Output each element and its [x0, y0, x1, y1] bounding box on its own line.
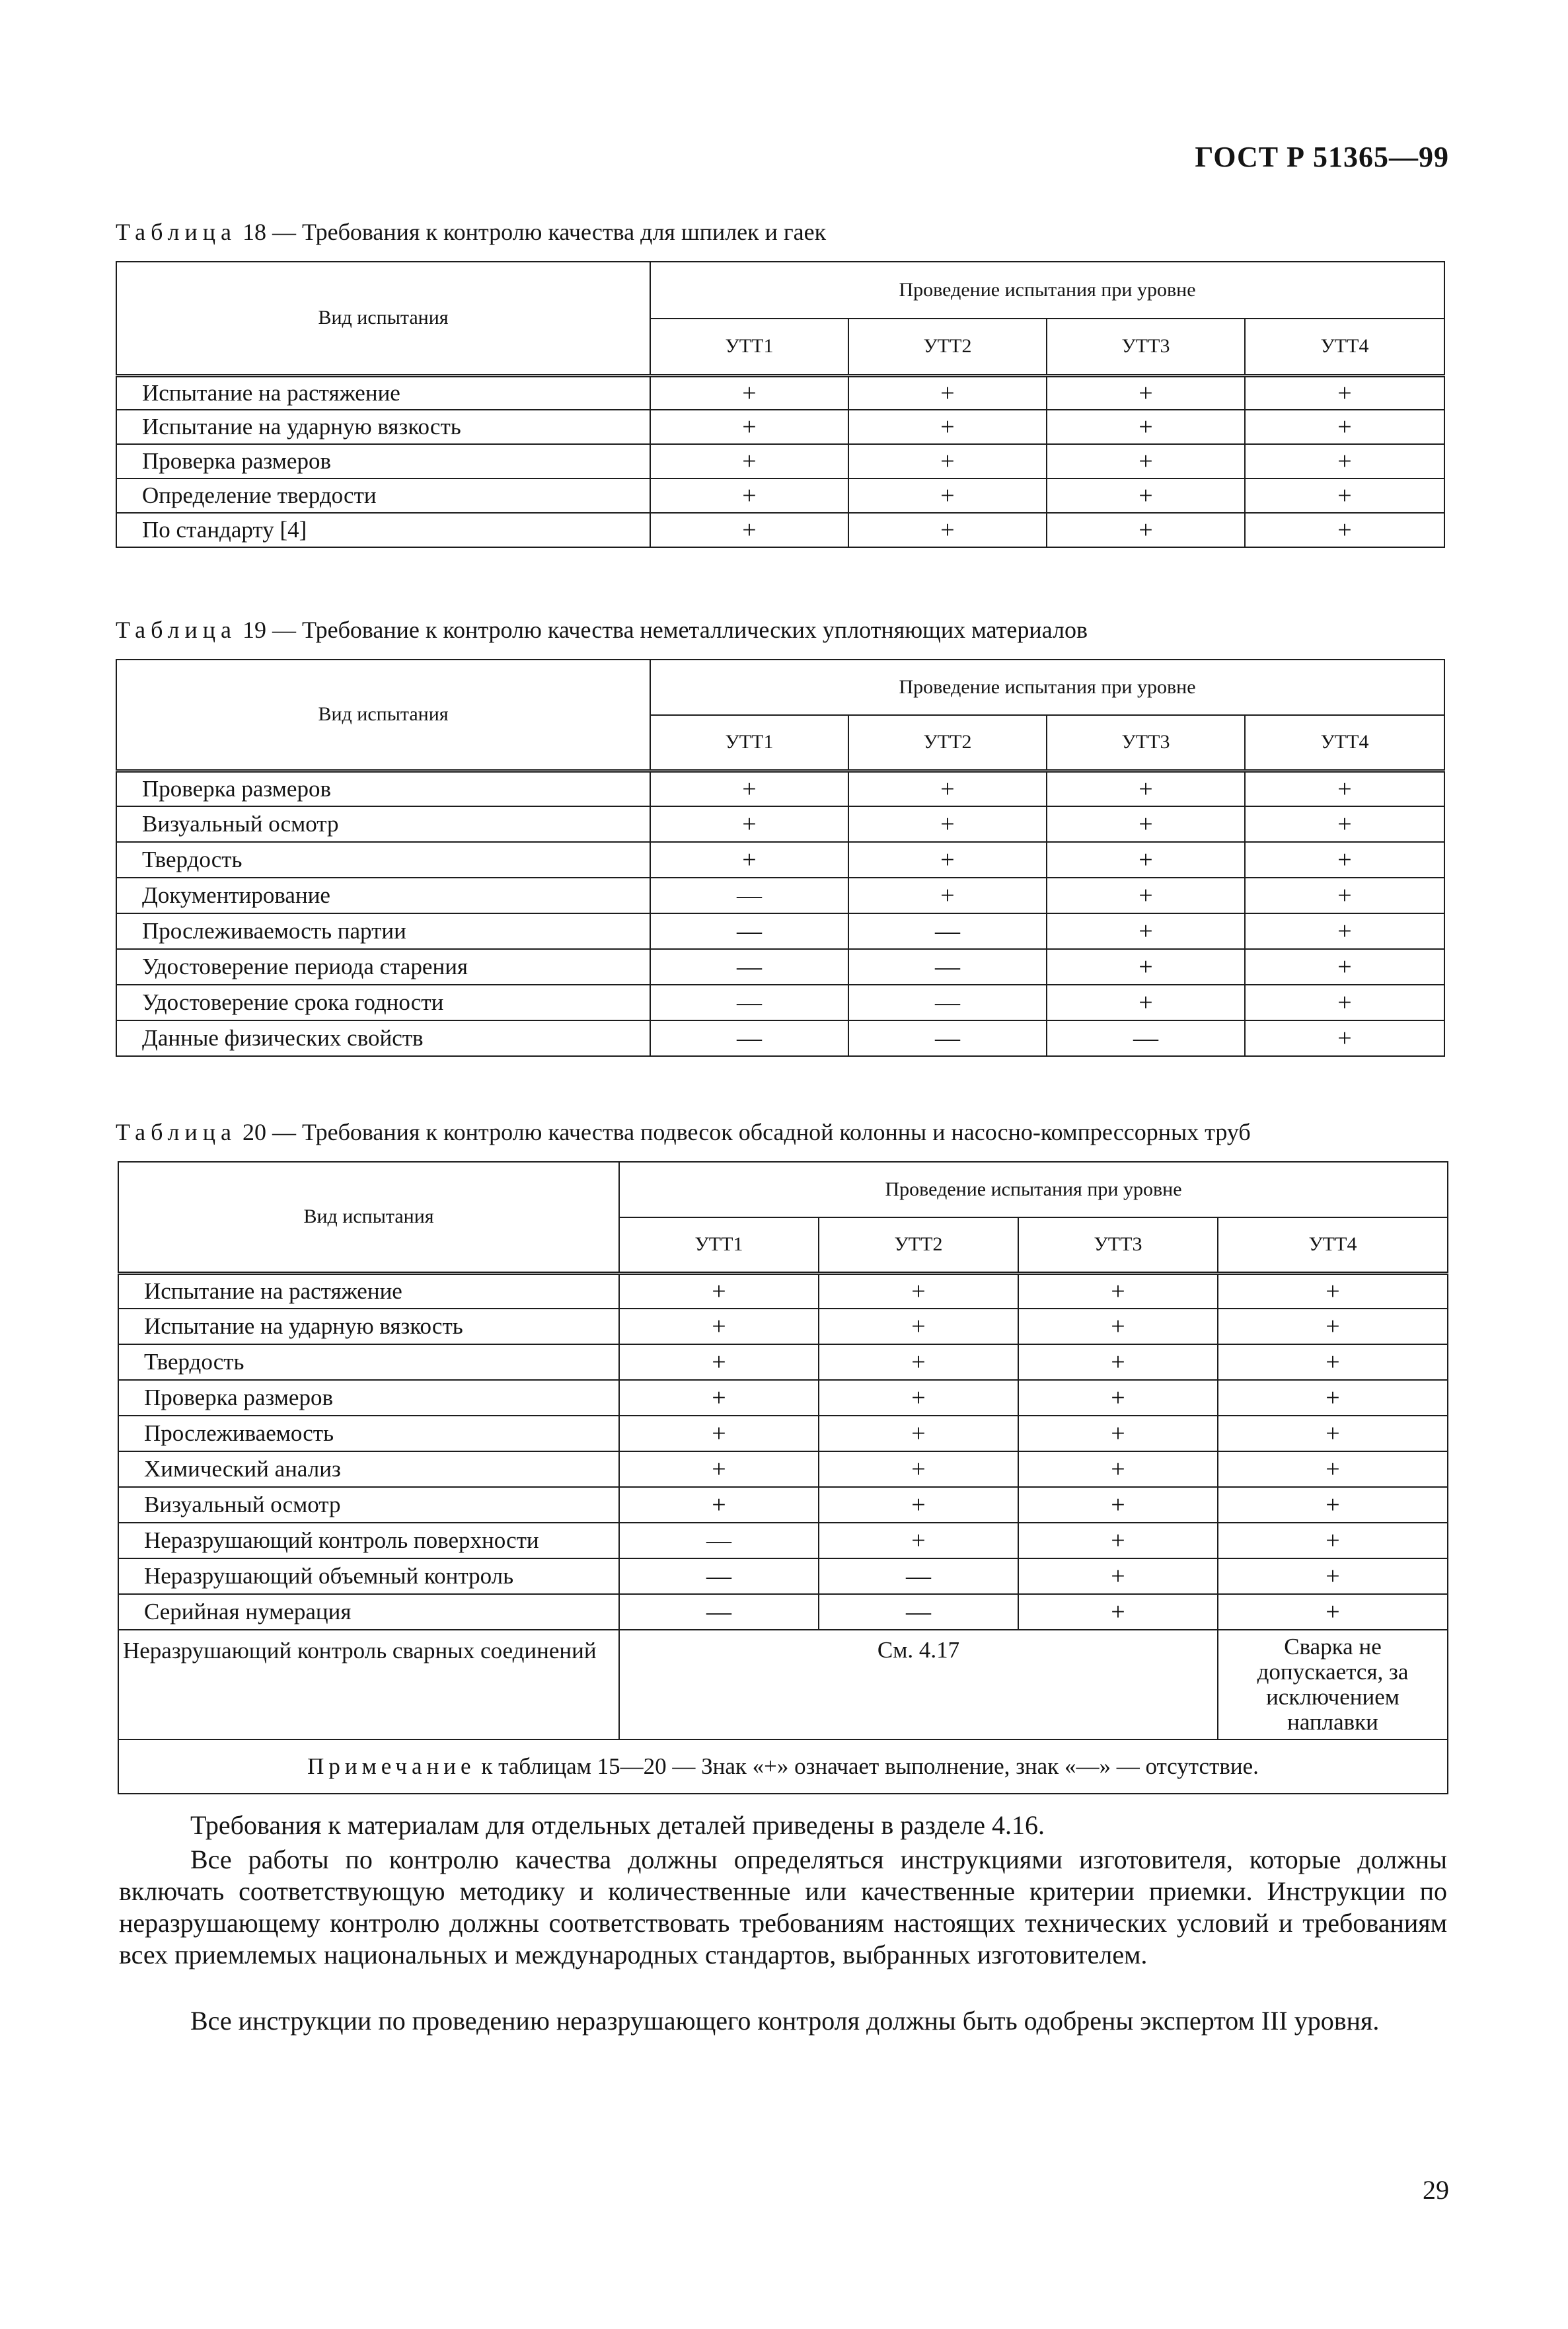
table-row	[116, 878, 1444, 913]
level-mark-cell: +	[819, 1309, 1018, 1344]
level-mark-cell: +	[819, 1380, 1018, 1416]
table-row	[116, 375, 1444, 410]
weld-test-reference: См. 4.17	[619, 1630, 1218, 1739]
col-test-type: Вид испытания	[116, 262, 650, 375]
test-name-cell: Визуальный осмотр	[118, 1487, 619, 1523]
level-header: УТТ2	[819, 1217, 1018, 1273]
level-mark-cell: +	[848, 842, 1047, 878]
test-name-cell: Прослеживаемость партии	[116, 913, 650, 949]
level-header: УТТ3	[1018, 1217, 1218, 1273]
level-mark-cell: +	[650, 842, 848, 878]
col-level-group: Проведение испытания при уровне	[650, 262, 1444, 319]
level-mark-cell: +	[619, 1487, 819, 1523]
level-mark-cell: —	[650, 1020, 848, 1056]
level-mark-cell: +	[1245, 771, 1444, 806]
table-row	[118, 1273, 1448, 1309]
table-row	[116, 806, 1444, 842]
table-row	[118, 1487, 1448, 1523]
test-name-cell: Удостоверение периода старения	[116, 949, 650, 985]
test-name-cell: Испытание на ударную вязкость	[116, 410, 650, 444]
test-name-cell: Визуальный осмотр	[116, 806, 650, 842]
table-row	[118, 1594, 1448, 1630]
level-mark-cell: —	[650, 985, 848, 1020]
level-mark-cell: +	[1218, 1380, 1448, 1416]
level-header: УТТ1	[650, 715, 848, 771]
level-mark-cell: +	[1218, 1416, 1448, 1451]
level-mark-cell: +	[819, 1273, 1018, 1309]
test-name-cell: Химический анализ	[118, 1451, 619, 1487]
level-mark-cell: +	[1018, 1487, 1218, 1523]
level-mark-cell: +	[1218, 1273, 1448, 1309]
level-mark-cell: +	[650, 806, 848, 842]
table-row	[116, 513, 1444, 547]
level-mark-cell: +	[1047, 913, 1245, 949]
level-mark-cell: +	[1218, 1523, 1448, 1558]
level-mark-cell: +	[650, 444, 848, 478]
level-mark-cell: +	[1245, 513, 1444, 547]
table-row	[118, 1416, 1448, 1451]
paragraph-quality-control: Все работы по контролю качества должны определяться инструкциями изготовителя, которые должны включать соответствующую методику и количественные или качественные критерии приемки. Инструкции по неразрушающему контролю должны соответствовать требованиям настоящих технических условий и требованиям всех приемлемых национальных и международных стандартов, выбранных изготовителем.	[119, 1845, 1447, 1969]
level-mark-cell: —	[650, 913, 848, 949]
level-mark-cell: +	[848, 806, 1047, 842]
level-mark-cell: +	[848, 771, 1047, 806]
weld-test-name: Неразрушающий контроль сварных соединений	[118, 1630, 619, 1739]
level-header: УТТ3	[1047, 319, 1245, 375]
table-row	[116, 949, 1444, 985]
level-mark-cell: +	[619, 1451, 819, 1487]
level-mark-cell: +	[619, 1416, 819, 1451]
table-row	[116, 478, 1444, 513]
level-mark-cell: +	[1018, 1273, 1218, 1309]
table-row	[118, 1380, 1448, 1416]
table-row	[118, 1523, 1448, 1558]
table19-title: 19 — Требование к контролю качества неметаллических уплотняющих материалов	[242, 617, 1088, 643]
page-number: 29	[1423, 2175, 1449, 2205]
level-mark-cell: +	[1018, 1416, 1218, 1451]
level-mark-cell: —	[650, 949, 848, 985]
table-row	[118, 1558, 1448, 1594]
table18-title: 18 — Требования к контролю качества для шпилек и гаек	[242, 219, 827, 245]
test-name-cell: Удостоверение срока годности	[116, 985, 650, 1020]
level-mark-cell: +	[819, 1451, 1018, 1487]
level-mark-cell: +	[848, 478, 1047, 513]
level-mark-cell: +	[1245, 806, 1444, 842]
level-mark-cell: +	[1245, 444, 1444, 478]
level-mark-cell: —	[848, 1020, 1047, 1056]
level-mark-cell: +	[619, 1380, 819, 1416]
level-mark-cell: +	[1218, 1487, 1448, 1523]
level-mark-cell: +	[848, 878, 1047, 913]
level-mark-cell: +	[819, 1523, 1018, 1558]
table-row	[116, 842, 1444, 878]
level-header: УТТ2	[848, 319, 1047, 375]
level-mark-cell: +	[650, 478, 848, 513]
table-row	[118, 1451, 1448, 1487]
level-mark-cell: +	[619, 1344, 819, 1380]
level-mark-cell: +	[1047, 949, 1245, 985]
test-name-cell: Прослеживаемость	[118, 1416, 619, 1451]
table18-caption	[116, 218, 826, 246]
level-mark-cell: +	[848, 513, 1047, 547]
test-name-cell: Проверка размеров	[116, 771, 650, 806]
level-mark-cell: +	[1018, 1309, 1218, 1344]
level-mark-cell: +	[619, 1273, 819, 1309]
level-mark-cell: +	[848, 375, 1047, 410]
level-mark-cell: +	[1245, 478, 1444, 513]
level-mark-cell: +	[1047, 878, 1245, 913]
level-mark-cell: +	[1245, 878, 1444, 913]
level-mark-cell: +	[1245, 375, 1444, 410]
level-mark-cell: +	[1218, 1451, 1448, 1487]
level-mark-cell: +	[1047, 478, 1245, 513]
level-mark-cell: +	[1018, 1558, 1218, 1594]
level-mark-cell: +	[1047, 513, 1245, 547]
level-mark-cell: —	[1047, 1020, 1245, 1056]
level-mark-cell: +	[819, 1416, 1018, 1451]
level-mark-cell: +	[819, 1487, 1018, 1523]
level-mark-cell: +	[619, 1309, 819, 1344]
table-20	[118, 1161, 1448, 1794]
col-test-type: Вид испытания	[118, 1162, 619, 1273]
level-mark-cell: —	[619, 1558, 819, 1594]
level-mark-cell: +	[848, 444, 1047, 478]
table-row	[116, 771, 1444, 806]
footnote-label: Примечание	[307, 1753, 476, 1779]
table19-caption	[116, 616, 1088, 644]
table-row	[116, 1020, 1444, 1056]
level-mark-cell: +	[1245, 410, 1444, 444]
level-header: УТТ2	[848, 715, 1047, 771]
level-mark-cell: +	[1218, 1594, 1448, 1630]
level-mark-cell: +	[1245, 1020, 1444, 1056]
level-header: УТТ3	[1047, 715, 1245, 771]
test-name-cell: Определение твердости	[116, 478, 650, 513]
level-header: УТТ1	[619, 1217, 819, 1273]
test-name-cell: Документирование	[116, 878, 650, 913]
test-name-cell: Твердость	[118, 1344, 619, 1380]
level-mark-cell: +	[1245, 985, 1444, 1020]
table-row	[116, 444, 1444, 478]
level-mark-cell: +	[1218, 1558, 1448, 1594]
level-mark-cell: +	[1218, 1344, 1448, 1380]
level-mark-cell: +	[1047, 806, 1245, 842]
level-mark-cell: +	[1018, 1523, 1218, 1558]
level-mark-cell: —	[619, 1594, 819, 1630]
table-18	[116, 261, 1445, 548]
level-mark-cell: +	[1047, 985, 1245, 1020]
level-mark-cell: —	[848, 913, 1047, 949]
level-mark-cell: +	[1047, 842, 1245, 878]
table-footnote	[118, 1739, 1448, 1794]
table19-label: Таблица	[116, 617, 237, 643]
level-mark-cell: +	[1018, 1451, 1218, 1487]
level-mark-cell: +	[650, 513, 848, 547]
table-row	[116, 410, 1444, 444]
test-name-cell: Серийная нумерация	[118, 1594, 619, 1630]
level-mark-cell: +	[819, 1344, 1018, 1380]
level-mark-cell: +	[650, 771, 848, 806]
level-mark-cell: +	[848, 410, 1047, 444]
level-header: УТТ4	[1218, 1217, 1448, 1273]
test-name-cell: Испытание на растяжение	[116, 375, 650, 410]
level-mark-cell: +	[1047, 375, 1245, 410]
level-mark-cell: +	[1245, 842, 1444, 878]
test-name-cell: Испытание на ударную вязкость	[118, 1309, 619, 1344]
level-header: УТТ4	[1245, 319, 1444, 375]
level-mark-cell: —	[819, 1558, 1018, 1594]
level-mark-cell: +	[1047, 771, 1245, 806]
level-mark-cell: —	[819, 1594, 1018, 1630]
level-mark-cell: —	[848, 985, 1047, 1020]
test-name-cell: Проверка размеров	[118, 1380, 619, 1416]
level-mark-cell: +	[650, 375, 848, 410]
level-mark-cell: +	[1018, 1344, 1218, 1380]
level-mark-cell: —	[619, 1523, 819, 1558]
level-mark-cell: +	[1245, 913, 1444, 949]
table20-title: 20 — Требования к контролю качества подвесок обсадной колонны и насосно-компрессорных труб	[242, 1119, 1251, 1145]
table18-label: Таблица	[116, 219, 237, 245]
level-mark-cell: +	[1218, 1309, 1448, 1344]
level-mark-cell: +	[1018, 1594, 1218, 1630]
test-name-cell: Твердость	[116, 842, 650, 878]
table-row	[116, 913, 1444, 949]
table20-label: Таблица	[116, 1119, 237, 1145]
test-name-cell: Проверка размеров	[116, 444, 650, 478]
test-name-cell: Испытание на растяжение	[118, 1273, 619, 1309]
table-row	[116, 985, 1444, 1020]
level-mark-cell: +	[1047, 444, 1245, 478]
table-19	[116, 659, 1445, 1057]
level-mark-cell: —	[650, 878, 848, 913]
footnote-text: к таблицам 15—20 — Знак «+» означает выполнение, знак «—» — отсутствие.	[481, 1753, 1259, 1779]
col-level-group: Проведение испытания при уровне	[650, 660, 1444, 715]
weld-test-note: Сварка не допускается, за исключением наплавки	[1218, 1630, 1448, 1739]
level-header: УТТ4	[1245, 715, 1444, 771]
test-name-cell: Неразрушающий объемный контроль	[118, 1558, 619, 1594]
table20-caption	[116, 1118, 1251, 1146]
test-name-cell: По стандарту [4]	[116, 513, 650, 547]
level-mark-cell: +	[1245, 949, 1444, 985]
col-level-group: Проведение испытания при уровне	[619, 1162, 1448, 1217]
test-name-cell: Неразрушающий контроль поверхности	[118, 1523, 619, 1558]
level-mark-cell: +	[1018, 1380, 1218, 1416]
level-mark-cell: +	[650, 410, 848, 444]
paragraph-ndt-approval: Все инструкции по проведению неразрушающего контроля должны быть одобрены экспертом III уровня.	[190, 2006, 1380, 2036]
level-mark-cell: —	[848, 949, 1047, 985]
document-id: ГОСТ Р 51365—99	[1195, 141, 1449, 173]
table-row	[118, 1309, 1448, 1344]
table-row	[118, 1344, 1448, 1380]
level-header: УТТ1	[650, 319, 848, 375]
paragraph-materials: Требования к материалам для отдельных деталей приведены в разделе 4.16.	[190, 1810, 1045, 1840]
test-name-cell: Данные физических свойств	[116, 1020, 650, 1056]
col-test-type: Вид испытания	[116, 660, 650, 771]
level-mark-cell: +	[1047, 410, 1245, 444]
